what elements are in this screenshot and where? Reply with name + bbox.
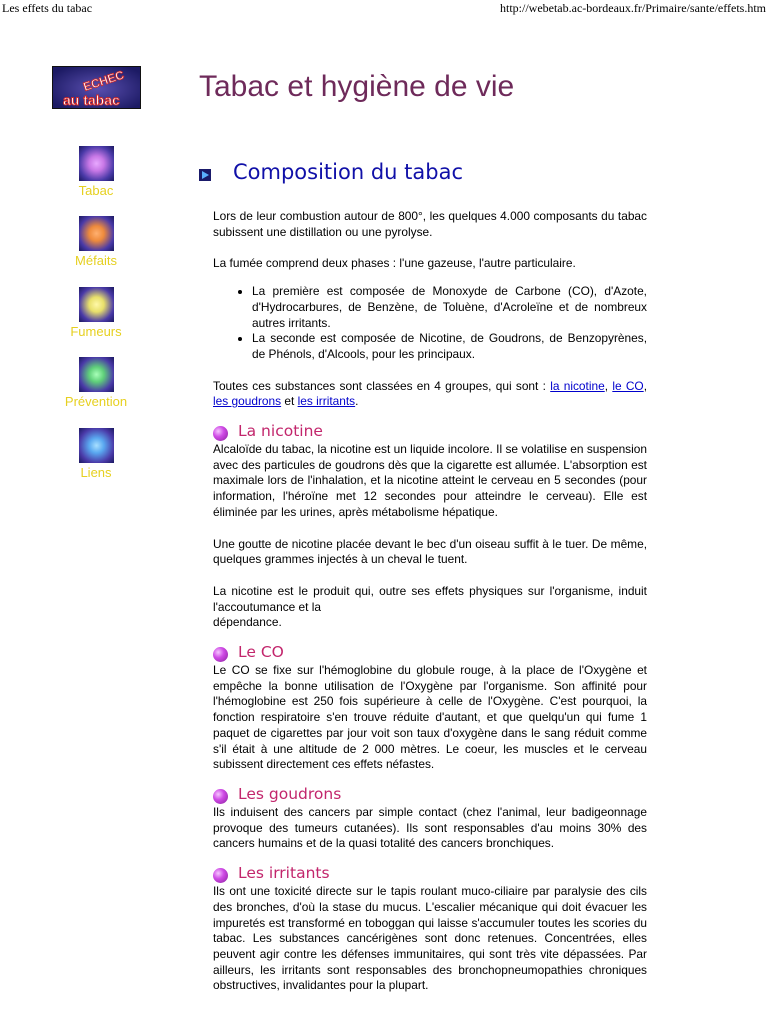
nav-item-label: Prévention — [64, 394, 128, 409]
link-le-co[interactable]: le CO — [612, 378, 644, 393]
groups-paragraph: Toutes ces substances sont classées en 4 groupes, qui sont : la nicotine, le CO, les goudrons et les irritants. — [213, 378, 647, 409]
nav-item-label: Méfaits — [75, 253, 117, 268]
list-item: • La première est composée de Monoxyde de Carbone (CO), d'Azote, d'Hydrocarbures, de Benzène, de Toluène, d'Acroleïne et de nombreux autres irritants. — [252, 284, 647, 331]
heading-co — [213, 645, 647, 663]
svg-text:ECHEC: ECHEC — [81, 67, 126, 94]
print-header-title: Les effets du tabac — [2, 1, 93, 15]
link-les-goudrons[interactable]: les goudrons — [213, 394, 282, 409]
print-header-url: http://webetab.ac-bordeaux.fr/Primaire/sante/effets.htm — [499, 1, 766, 15]
nav-item-label: Tabac — [78, 183, 114, 198]
co-paragraph: Le CO se fixe sur l'hémoglobine du globule rouge, à la place de l'Oxygène et empêche la bonne utilisation de l'Oxygène par l'organisme. Son affinité pour l'hémoglobine est 250 fois supérieure à celle de l'Oxygène. C'est pourquoi, la fonction respiratoire s'en trouve réduite d'autant, et que quelqu'un qui fume 1 paquet de cigarettes par jour voit son taux d'oxygène dans le sang réduit comme s'il était à une altitude de 2 000 mètres. Le coeur, les muscles et le cerveau subissent directement ces effets néfastes. — [213, 663, 647, 772]
nav-item-mefaits[interactable] — [50, 216, 142, 269]
print-header — [0, 0, 768, 16]
purple-ball-icon — [213, 789, 228, 804]
nav-fumeurs-icon — [79, 287, 114, 322]
link-les-irritants[interactable]: les irritants — [297, 394, 356, 409]
nav-item-prevention[interactable] — [50, 357, 142, 410]
nav-item-label: Liens — [80, 465, 112, 480]
purple-ball-icon — [213, 426, 228, 441]
nicotine-paragraph: Une goutte de nicotine placée devant le bec d'un oiseau suffit à le tuer. De même, quelques grammes injectés à un cheval le tuent. — [213, 536, 647, 567]
nav-liens-icon — [79, 428, 114, 463]
irritants-paragraph: Ils ont une toxicité directe sur le tapis roulant muco-ciliaire par paralysie des cils des bronches, d'où la stase du mucus. L'escalier mécanique qui doit évacuer les impuretés est transformé en toboggan qui laisse s'accumuler toutes les scories du tabac. Les substances cancérigènes sont donc retenues. Concentrées, elles peuvent agir contre les défenses immunitaires, qui sont très vite dépassées. Par ailleurs, les irritants sont responsables des bronchopneumopathies chroniques obstructives, invalidantes pour la plupart. — [213, 884, 647, 993]
nicotine-paragraph: Alcaloïde du tabac, la nicotine est un liquide incolore. Il se volatilise en suspension avec des particules de goudrons dès que la cigarette est allumée. L'absorption est maximale lors de l'inhalation, et la nicotine atteint le cerveau en 5 secondes (pour information, l'héroïne met 12 secondes pour atteindre le cerveau). Elle est éliminée par les urines, après métabolisme hépatique. — [213, 442, 647, 519]
nav-prevention-icon — [79, 357, 114, 392]
purple-ball-icon — [213, 647, 228, 662]
subheading: Le CO — [238, 643, 284, 662]
goudrons-paragraph: Ils induisent des cancers par simple contact (chez l'animal, leur badigeonnage provoque des tumeurs cutanées). Ils sont responsables d'au moins 30% des cancers humains et de la quasi totalité des cancers bronchiques. — [213, 804, 647, 851]
main-content — [213, 209, 647, 994]
list-item: • La seconde est composée de Nicotine, de Goudrons, de Benzopyrènes, de Phénols, d'Alcools, pour les principaux. — [252, 331, 647, 362]
intro-phases: La fumée comprend deux phases : l'une gazeuse, l'autre particulaire. — [213, 256, 576, 271]
arrow-bullet-icon — [199, 169, 211, 181]
nav-mefaits-icon — [79, 216, 114, 251]
nicotine-paragraph: La nicotine est le produit qui, outre ses effets physiques sur l'organisme, induit l'accoutumance et la dépendance. — [213, 583, 647, 630]
heading-goudrons — [213, 784, 647, 805]
echec-au-tabac-logo — [52, 66, 141, 109]
page-title: Tabac et hygiène de vie — [199, 70, 515, 103]
heading-irritants — [213, 866, 647, 884]
subheading: La nicotine — [238, 422, 323, 441]
heading-nicotine — [213, 424, 647, 442]
nav-item-label: Fumeurs — [70, 324, 122, 339]
phases-list — [213, 284, 647, 363]
subheading: Les goudrons — [238, 784, 342, 803]
purple-ball-icon — [213, 868, 228, 883]
section-title: Composition du tabac — [233, 160, 463, 184]
intro-paragraph: Lors de leur combustion autour de 800°, les quelques 4.000 composants du tabac subissent une distillation ou une pyrolyse. — [213, 209, 647, 239]
svg-text:au tabac: au tabac — [63, 92, 120, 108]
nav-item-fumeurs[interactable] — [50, 287, 142, 340]
link-la-nicotine[interactable]: la nicotine — [550, 378, 605, 393]
nav-item-liens[interactable] — [50, 428, 142, 481]
nav-tabac-icon — [79, 146, 114, 181]
nav-item-tabac[interactable] — [50, 146, 142, 199]
subheading: Les irritants — [238, 864, 330, 883]
